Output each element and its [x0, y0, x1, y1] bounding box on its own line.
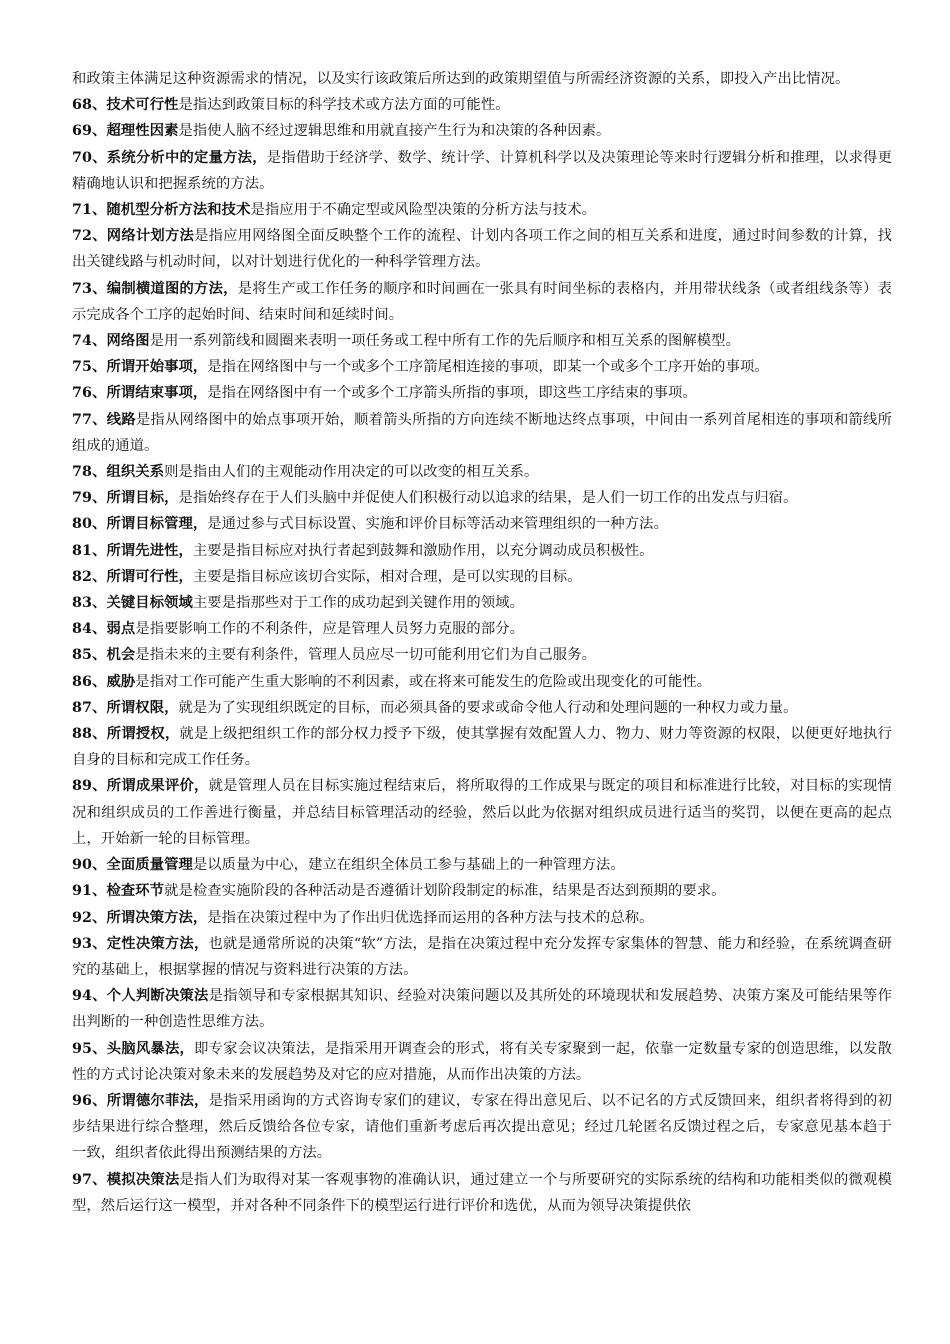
- entry-definition: 是指使人脑不经过逻辑思维和用就直接产生行为和决策的各种因素。: [178, 123, 611, 140]
- entry-term: 所谓结束事项，: [106, 385, 208, 402]
- glossary-entry: [72, 642, 892, 668]
- entry-number: 95、: [72, 1040, 107, 1057]
- entry-number: 94、: [72, 988, 107, 1005]
- glossary-entry: [72, 511, 892, 537]
- entry-term: 所谓可行性，: [106, 568, 193, 585]
- entry-number: 90、: [72, 857, 107, 874]
- entry-number: 72、: [72, 228, 107, 245]
- entry-number: 81、: [72, 542, 107, 559]
- entry-number: 87、: [72, 699, 107, 716]
- entry-number: 77、: [72, 411, 107, 428]
- glossary-entry: [72, 145, 892, 197]
- entry-definition: 就是检查实施阶段的各种活动是否遵循计划阶段制定的标准，结果是否达到预期的要求。: [164, 883, 726, 900]
- glossary-entry: [72, 590, 892, 616]
- entry-number: 93、: [72, 935, 107, 952]
- entry-term: 线路: [106, 411, 136, 428]
- entry-term: 随机型分析方法和技术: [106, 202, 251, 219]
- glossary-entry: [72, 380, 892, 406]
- glossary-entry: [72, 931, 892, 983]
- glossary-entry: [72, 616, 892, 642]
- entry-definition: 是指从网络图中的始点事项开始，顺着箭头所指的方向连续不断地达终点事项，中间由一系列首尾相连的事项和箭线所组成的通道。: [72, 411, 892, 454]
- glossary-entry: [72, 197, 892, 223]
- entry-number: 96、: [72, 1092, 107, 1109]
- entry-definition: 是指领导和专家根据其知识、经验对决策问题以及其所处的环境现状和发展趋势、决策方案及可能结果等作出判断的一种创造性思维方法。: [72, 988, 893, 1031]
- glossary-entry: [72, 276, 892, 328]
- entry-term: 网络图: [106, 333, 150, 350]
- entry-definition: 是指在决策过程中为了作出归优选择而运用的各种方法与技术的总称。: [207, 909, 654, 926]
- entry-number: 78、: [72, 464, 107, 481]
- entry-definition: 则是指由人们的主观能动作用决定的可以改变的相互关系。: [164, 464, 539, 481]
- entry-definition: 也就是通常所说的决策“软”方法，是指在决策过程中充分发挥专家集体的智慧、能力和经验，在系统调查研究的基础上，根据掌握的情况与资料进行决策的方法。: [72, 935, 892, 978]
- glossary-entry: [72, 354, 892, 380]
- entry-term: 机会: [106, 647, 136, 664]
- entry-term: 检查环节: [106, 883, 165, 900]
- entry-term: 所谓成果评价，: [106, 778, 209, 795]
- entry-definition: 是指对工作可能产生重大影响的不利因素，或在将来可能发生的危险或出现变化的可能性。: [135, 673, 712, 690]
- entry-term: 所谓开始事项，: [106, 359, 208, 376]
- glossary-entry: [72, 669, 892, 695]
- glossary-entry: [72, 223, 892, 275]
- entry-definition: 主要是指那些对于工作的成功起到关键作用的领域。: [192, 595, 525, 612]
- glossary-entry: [72, 695, 892, 721]
- glossary-entry: [72, 773, 892, 852]
- entry-number: 74、: [72, 333, 107, 350]
- entry-definition: 是指在网络图中与一个或多个工序箭尾相连接的事项，即某一个或多个工序开始的事项。: [207, 359, 769, 376]
- glossary-entry: [72, 905, 892, 931]
- entry-number: 97、: [72, 1171, 107, 1188]
- entry-number: 89、: [72, 778, 107, 795]
- entry-term: 模拟决策法: [106, 1171, 180, 1188]
- glossary-entry: [72, 1036, 892, 1088]
- entry-definition: 是指在网络图中有一个或多个工序箭头所指的事项，即这些工序结束的事项。: [207, 385, 697, 402]
- entry-number: 68、: [72, 97, 107, 114]
- entry-term: 全面质量管理: [106, 857, 193, 874]
- entry-term: 关键目标领域: [106, 595, 193, 612]
- entry-definition: 是指应用于不确定型或风险型决策的分析方法与技术。: [250, 202, 596, 219]
- glossary-entry: [72, 1167, 892, 1219]
- entry-number: 91、: [72, 883, 107, 900]
- entry-term: 所谓权限，: [106, 699, 179, 716]
- entry-term: 所谓目标管理，: [106, 516, 208, 533]
- entry-definition: 是指始终存在于人们头脑中并促使人们积极行动以追求的结果，是人们一切工作的出发点与归宿。: [178, 490, 798, 507]
- entry-term: 所谓德尔菲法，: [106, 1092, 209, 1109]
- glossary-entry: [72, 407, 892, 459]
- glossary-entry: [72, 852, 892, 878]
- entry-term: 个人判断决策法: [106, 988, 209, 1005]
- entry-number: 83、: [72, 595, 107, 612]
- glossary-entry: [72, 721, 892, 773]
- entry-definition: 是指达到政策目标的科学技术或方法方面的可能性。: [178, 97, 510, 114]
- entry-number: 82、: [72, 568, 107, 585]
- entry-term: 组织关系: [106, 464, 165, 481]
- entry-number: 79、: [72, 490, 107, 507]
- entry-definition: 是指应用网络图全面反映整个工作的流程、计划内各项工作之间的相互关系和进度，通过时间参数的计算，找出关键线路与机动时间，以对计划进行优化的一种科学管理方法。: [72, 228, 892, 271]
- entry-term: 定性决策方法，: [106, 935, 209, 952]
- entry-definition: 就是为了实现组织既定的目标，而必须具备的要求或命令他人行动和处理问题的一种权力或力量。: [178, 699, 798, 716]
- glossary-entry: [72, 538, 892, 564]
- entry-term: 超理性因素: [106, 123, 179, 140]
- glossary-entry: [72, 66, 892, 92]
- entry-term: 所谓授权，: [106, 726, 180, 743]
- entry-definition: 是指未来的主要有利条件，管理人员应尽一切可能利用它们为自己服务。: [135, 647, 596, 664]
- glossary-entry: [72, 1088, 892, 1167]
- entry-term: 编制横道图的方法，: [106, 280, 238, 297]
- glossary-entry: [72, 878, 892, 904]
- entry-term: 所谓目标，: [106, 490, 179, 507]
- entry-definition: 即专家会议决策法，是指采用开调查会的形式，将有关专家聚到一起，依靠一定数量专家的创造思维，以发散性的方式讨论决策对象未来的发展趋势及对它的应对措施，从而作出决策的方法。: [72, 1040, 892, 1083]
- entry-number: 69、: [72, 123, 107, 140]
- entry-definition: 就是管理人员在目标实施过程结束后，将所取得的工作成果与既定的项目和标准进行比较，对目标的实现情况和组织成员的工作善进行衡量，并总结目标管理活动的经验，然后以此为依据对组织成员进行适当的奖罚，以便在更高的起点上，开始新一轮的目标管理。: [72, 778, 893, 847]
- glossary-entry: [72, 459, 892, 485]
- entry-term: 系统分析中的定量方法，: [106, 149, 267, 166]
- entry-definition: 是通过参与式目标设置、实施和评价目标等活动来管理组织的一种方法。: [207, 516, 668, 533]
- glossary-entry: [72, 485, 892, 511]
- glossary-entry: [72, 92, 892, 118]
- entry-definition: 是指采用函询的方式咨询专家们的建议，专家在得出意见后、以不记名的方式反馈回来，组织者将得到的初步结果进行综合整理，然后反馈给各位专家，请他们重新考虑后再次提出意见；经过几轮匿名反馈过程之后，专家意见基本趋于一致，组织者依此得出预测结果的方法。: [72, 1092, 893, 1162]
- entry-definition: 是以质量为中心，建立在组织全体员工参与基础上的一种管理方法。: [192, 857, 625, 874]
- entry-definition: 主要是指目标应该切合实际，相对合理，是可以实现的目标。: [192, 568, 582, 585]
- entry-definition: 就是上级把组织工作的部分权力授予下级，使其掌握有效配置人力、物力、财力等资源的权限，以便更好地执行自身的目标和完成工作任务。: [72, 726, 892, 769]
- entry-term: 所谓决策方法，: [106, 909, 208, 926]
- entry-number: 84、: [72, 621, 107, 638]
- entry-number: 85、: [72, 647, 107, 664]
- entry-definition: 是用一系列箭线和圆圈来表明一项任务或工程中所有工作的先后顺序和相互关系的图解模型。: [149, 333, 740, 350]
- entry-definition: 是指要影响工作的不利条件，应是管理人员努力克服的部分。: [135, 621, 525, 638]
- entry-number: 70、: [72, 149, 107, 166]
- glossary-entry: [72, 983, 892, 1035]
- entry-term: 网络计划方法: [106, 228, 195, 245]
- entry-definition: 和政策主体满足这种资源需求的情况，以及实行该政策后所达到的政策期望值与所需经济资源的关系，即投入产出比情况。: [72, 71, 850, 87]
- entry-term: 弱点: [106, 621, 136, 638]
- entry-number: 73、: [72, 280, 107, 297]
- glossary-list: [72, 66, 892, 1219]
- entry-definition: 是指借助于经济学、数学、统计学、计算机科学以及决策理论等来时行逻辑分析和推理，以求得更精确地认识和把握系统的方法。: [72, 149, 892, 192]
- entry-term: 技术可行性: [106, 97, 179, 114]
- glossary-entry: [72, 564, 892, 590]
- entry-number: 88、: [72, 726, 107, 743]
- entry-number: 86、: [72, 673, 107, 690]
- entry-number: 75、: [72, 359, 107, 376]
- entry-number: 80、: [72, 516, 107, 533]
- entry-number: 92、: [72, 909, 107, 926]
- glossary-entry: [72, 118, 892, 144]
- glossary-entry: [72, 328, 892, 354]
- entry-definition: 是将生产或工作任务的顺序和时间画在一张具有时间坐标的表格内，并用带状线条（或者组线条等）表示完成各个工序的起始时间、结束时间和延续时间。: [72, 280, 892, 323]
- entry-number: 76、: [72, 385, 107, 402]
- entry-term: 所谓先进性，: [106, 542, 193, 559]
- entry-definition: 是指人们为取得对某一客观事物的准确认识，通过建立一个与所要研究的实际系统的结构和功能相类似的微观模型，然后运行这一模型，并对各种不同条件下的模型运行进行评价和选优，从而为领导决策提供依: [72, 1171, 892, 1214]
- entry-term: 头脑风暴法，: [106, 1040, 195, 1057]
- entry-number: 71、: [72, 202, 107, 219]
- entry-definition: 主要是指目标应对执行者起到鼓舞和激励作用，以充分调动成员积极性。: [192, 542, 654, 559]
- entry-term: 威胁: [106, 673, 136, 690]
